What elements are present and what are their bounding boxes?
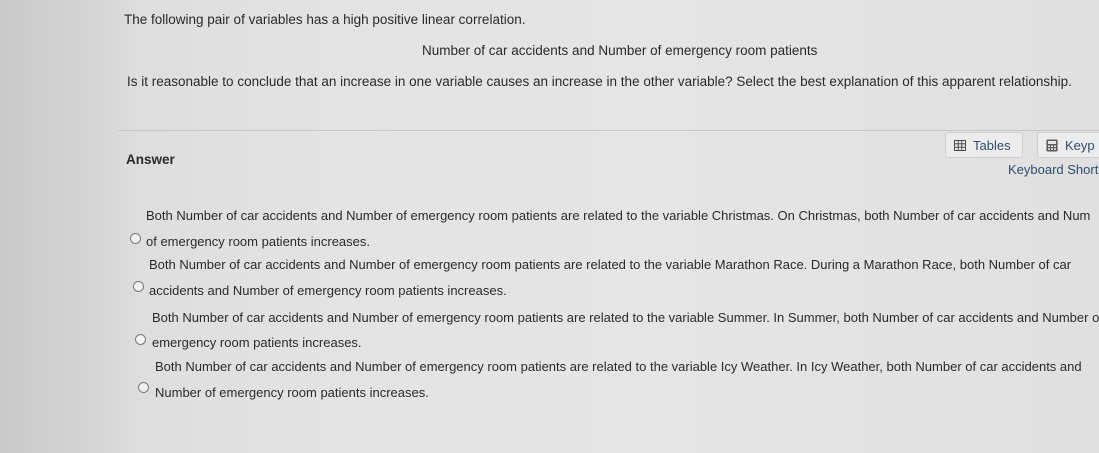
option-radio[interactable]: [130, 233, 141, 244]
table-icon: [954, 140, 966, 151]
option-radio[interactable]: [135, 334, 146, 345]
option-text-line1: Both Number of car accidents and Number of emergency room patients are related to the variable Christmas. On Christmas, both Number of car accidents and Num: [146, 208, 1091, 223]
option-text-line2: of emergency room patients increases.: [146, 234, 370, 249]
keyboard-shortcuts-link[interactable]: Keyboard Short: [1008, 162, 1099, 177]
question-prompt: Is it reasonable to conclude that an increase in one variable causes an increase in the other variable? Select the best explanation of this apparent relationship.: [127, 74, 1072, 89]
option-text-line1: Both Number of car accidents and Number of emergency room patients are related to the variable Icy Weather. In Icy Weather, both Number of car accidents and: [155, 359, 1082, 374]
tables-button-label: Tables: [973, 137, 1011, 153]
option-text-line2: emergency room patients increases.: [152, 335, 362, 350]
option-text-line1: Both Number of car accidents and Number of emergency room patients are related to the variable Marathon Race. During a Marathon Race, both Number of car: [149, 257, 1072, 272]
tables-button[interactable]: [945, 132, 1023, 158]
variable-pair: Number of car accidents and Number of emergency room patients: [422, 43, 818, 58]
calculator-icon: [1046, 139, 1058, 152]
option-text-line1: Both Number of car accidents and Number of emergency room patients are related to the variable Summer. In Summer, both Number of car accidents and Number o: [152, 310, 1099, 325]
keypad-button-label: Keyp: [1065, 137, 1095, 153]
option-text-line2: Number of emergency room patients increases.: [155, 385, 429, 400]
question-intro: The following pair of variables has a high positive linear correlation.: [124, 12, 526, 27]
option-radio[interactable]: [133, 281, 144, 292]
option-text-line2: accidents and Number of emergency room patients increases.: [149, 283, 507, 298]
option-radio[interactable]: [138, 382, 149, 393]
answer-label: Answer: [126, 152, 175, 167]
divider: [118, 130, 1099, 131]
keypad-button[interactable]: [1037, 132, 1099, 158]
